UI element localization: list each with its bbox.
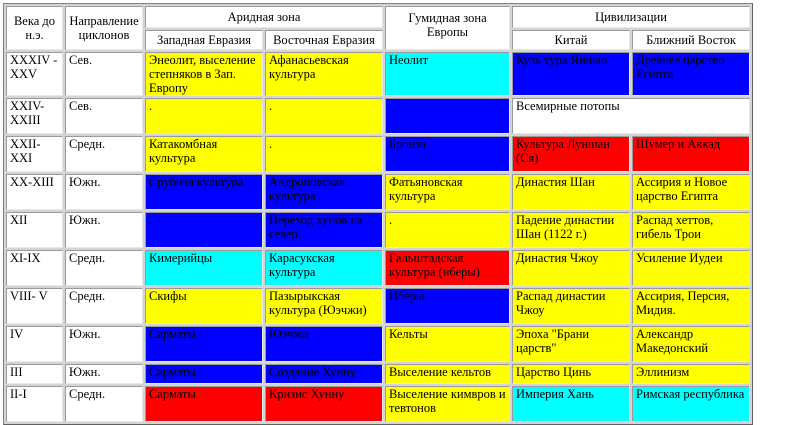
header-humid-zone: Гумидная зона Европы [385,6,510,50]
table-row [6,212,750,248]
cell-age: II-I [6,386,63,422]
cell-cyclone-direction: Южн. [65,364,143,384]
chronology-table [3,3,753,425]
cell-cyclone-direction: Южн. [65,326,143,362]
header-row-top [6,6,750,28]
cell-west-eurasia: Сарматы [145,326,263,362]
cell-age: VIII- V [6,288,63,324]
cell-cyclone-direction: Средн. [65,136,143,172]
cell-east-eurasia: Юэчжи [265,326,383,362]
cell-age: XI-IX [6,250,63,286]
cell-china: Распад династии Чжоу [512,288,630,324]
cell-cyclone-direction: Южн. [65,174,143,210]
header-west-eurasia: Западная Евразия [145,30,263,50]
table-row [6,250,750,286]
cell-humid-zone: Фатьяновская культура [385,174,510,210]
cell-east-eurasia: Афанасьевская культура [265,52,383,96]
table-row [6,136,750,172]
cell-china: Царство Цинь [512,364,630,384]
cell-humid-zone: Кельты [385,326,510,362]
cell-west-eurasia: Катакомбная культура [145,136,263,172]
cell-west-eurasia: Сарматы [145,386,263,422]
cell-humid-zone: Выселение кимвров и тевтонов [385,386,510,422]
table-row [6,52,750,96]
header-china: Китай [512,30,630,50]
cell-west-eurasia: Сарматы [145,364,263,384]
cell-humid-zone: . [385,212,510,248]
cell-cyclone-direction: Южн. [65,212,143,248]
page [3,3,753,425]
cell-age: XXIV-XXIII [6,98,63,134]
table-row [6,326,750,362]
cell-humid-zone: Выселение кельтов [385,364,510,384]
header-near-east: Ближний Восток [632,30,750,50]
cell-west-eurasia: . [145,98,263,134]
cell-near-east: Древнее царство Египта [632,52,750,96]
cell-east-eurasia: Переход хунов на север [265,212,383,248]
cell-east-eurasia: . [265,136,383,172]
cell-west-eurasia: Срубная культура [145,174,263,210]
cell-east-eurasia: Андроновская культура [265,174,383,210]
cell-civilizations-merged: Всемирные потопы [512,98,750,134]
cell-humid-zone: Гальштадская культура (иберы) [385,250,510,286]
cell-cyclone-direction: Сев. [65,98,143,134]
cell-age: XXII-XXI [6,136,63,172]
cell-china: Куль тура Яншао [512,52,630,96]
cell-west-eurasia: Скифы [145,288,263,324]
cell-age: XX-XIII [6,174,63,210]
cell-cyclone-direction: Сев. [65,52,143,96]
cell-china: Династия Шан [512,174,630,210]
cell-east-eurasia: . [265,98,383,134]
cell-age: III [6,364,63,384]
header-civilizations: Цивилизации [512,6,750,28]
header-arid-zone: Аридная зона [145,6,383,28]
cell-near-east: Эллинизм [632,364,750,384]
cell-humid-zone: Бронза [385,136,510,172]
cell-east-eurasia: Создание Хунну [265,364,383,384]
table-row [6,386,750,422]
cell-west-eurasia: Энеолит, выселение степняков в Зап. Европу [145,52,263,96]
cell-near-east: Ассирия, Персия, Мидия. [632,288,750,324]
cell-near-east: Римская республика [632,386,750,422]
table-row [6,174,750,210]
cell-east-eurasia: Пазырыкская культура (Юэчжи) [265,288,383,324]
cell-china: Эпоха "Брани царств" [512,326,630,362]
header-cyclone-direction: Направление циклонов [65,6,143,50]
cell-near-east: Усиление Иудеи [632,250,750,286]
table-row [6,288,750,324]
table-body [6,52,750,422]
table-row [6,364,750,384]
cell-china: Династия Чжоу [512,250,630,286]
cell-china: Империя Хань [512,386,630,422]
cell-near-east: Ассирия и Новое царство Египта [632,174,750,210]
cell-age: XII [6,212,63,248]
table-row [6,98,750,134]
cell-age: XXXIV - XXV [6,52,63,96]
cell-near-east: Распад хеттов, гибель Трои [632,212,750,248]
cell-age: IV [6,326,63,362]
cell-cyclone-direction: Средн. [65,288,143,324]
cell-cyclone-direction: Средн. [65,386,143,422]
header-east-eurasia: Восточная Евразия [265,30,383,50]
cell-near-east: Александр Македонский [632,326,750,362]
cell-humid-zone: Иберы [385,288,510,324]
cell-east-eurasia: Кризис Хунну [265,386,383,422]
cell-near-east: Шумер и Аккад [632,136,750,172]
cell-humid-zone [385,98,510,134]
cell-west-eurasia: . [145,212,263,248]
cell-china: Падение династии Шан (1122 г.) [512,212,630,248]
cell-cyclone-direction: Средн. [65,250,143,286]
header-age: Века до н.э. [6,6,63,50]
cell-humid-zone: Неолит [385,52,510,96]
cell-east-eurasia: Карасукская культура [265,250,383,286]
cell-china: Культура Луншан (Ся) [512,136,630,172]
cell-west-eurasia: Кимерийцы [145,250,263,286]
